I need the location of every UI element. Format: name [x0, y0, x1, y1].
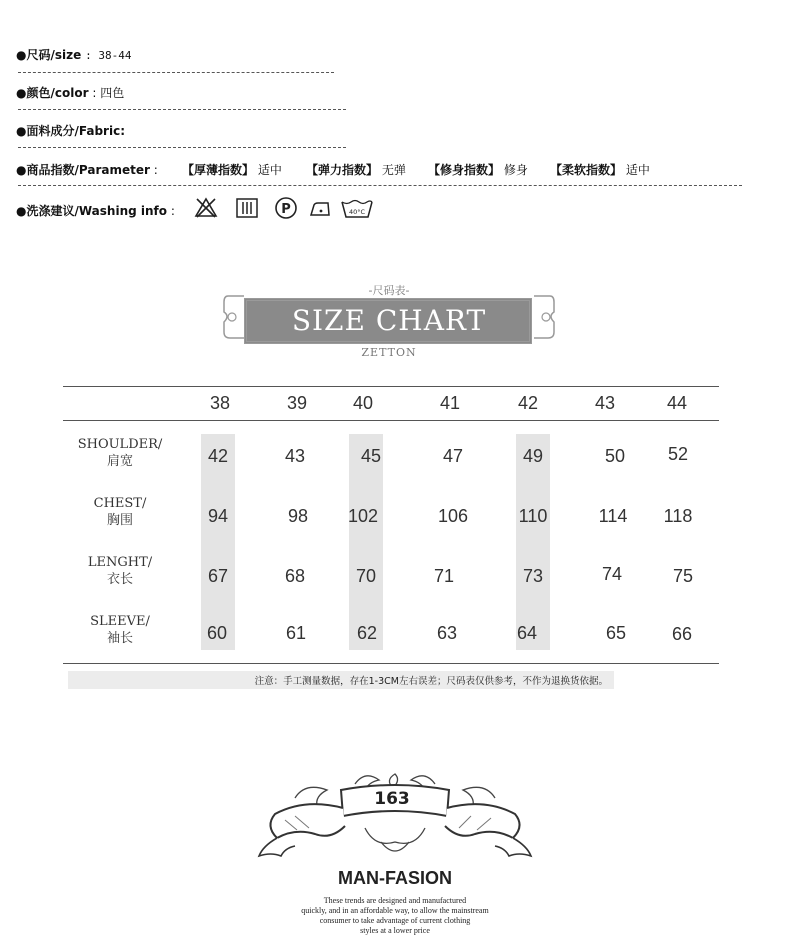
size-header: 42: [517, 393, 539, 413]
table-cell: 70: [355, 566, 377, 586]
table-cell: 98: [287, 506, 309, 526]
table-cell: 45: [360, 446, 382, 466]
color-label: 颜色/color: [26, 86, 89, 100]
row-label-shoulder: SHOULDER/ 肩宽: [77, 437, 163, 469]
brand-slogan: These trends are designed and manufactured quickly, and in an affordable way, to allow the mainstream consumer to take advantage of current clothing styles at a lower price: [301, 896, 489, 935]
table-cell: 67: [207, 566, 229, 586]
param-softness: 【柔软指数】 适中: [550, 163, 650, 177]
size-line: ●尺码/size : 38-44: [16, 48, 132, 62]
table-bottom-rule: [63, 663, 719, 664]
size-chart-title: SIZE CHART: [291, 304, 487, 337]
brand-ribbon-emblem: [255, 768, 535, 868]
row-label-length: LENGHT/ 衣长: [87, 555, 153, 587]
divider: [18, 147, 346, 148]
fabric-label: 面料成分/Fabric:: [26, 124, 125, 138]
table-cell: 66: [671, 624, 693, 644]
size-header: 39: [286, 393, 308, 413]
table-cell: 47: [442, 446, 464, 466]
size-value: 38-44: [98, 49, 132, 62]
table-cell: 68: [284, 566, 306, 586]
table-cell: 118: [663, 506, 693, 526]
row-label-chest: CHEST/ 胸围: [93, 496, 147, 528]
measurement-note: 注意：手工测量数据，存在1-3CM左右误差；尺码表仅供参考，不作为退换货依据。: [254, 676, 608, 687]
divider: [18, 109, 346, 110]
table-cell: 73: [522, 566, 544, 586]
banner-brand-tag: ZETTON: [361, 346, 417, 359]
table-cell: 49: [522, 446, 544, 466]
tumble-dry-icon: [235, 196, 259, 220]
dry-clean-p-icon: [274, 196, 298, 220]
table-cell: 42: [207, 446, 229, 466]
size-header: 43: [594, 393, 616, 413]
table-cell: 114: [598, 506, 628, 526]
table-top-rule: [63, 386, 719, 387]
table-cell: 106: [437, 506, 469, 526]
brand-name: MAN-FASION: [338, 868, 452, 888]
svg-text:40°C: 40°C: [348, 208, 366, 216]
param-thickness: 【厚薄指数】 适中: [182, 163, 282, 177]
size-header: 38: [209, 393, 231, 413]
color-value: 四色: [100, 86, 125, 100]
table-cell: 52: [667, 444, 689, 464]
washing-line: ●洗涤建议/Washing info :: [16, 204, 175, 218]
size-chart-banner: [222, 284, 556, 364]
table-cell: 64: [516, 623, 538, 643]
wash-40-icon: [340, 196, 374, 220]
table-cell: 61: [285, 623, 307, 643]
banner-subtitle: -尺码表-: [368, 284, 410, 297]
table-cell: 102: [347, 506, 379, 526]
parameter-line: ●商品指数/Parameter :: [16, 163, 158, 177]
table-cell: 63: [436, 623, 458, 643]
table-cell: 43: [284, 446, 306, 466]
fabric-line: ●面料成分/Fabric:: [16, 124, 125, 138]
washing-label: 洗涤建议/Washing info: [26, 204, 168, 218]
parameter-label: 商品指数/Parameter: [26, 163, 150, 177]
param-elasticity: 【弹力指数】 无弹: [306, 163, 406, 177]
table-cell: 74: [601, 564, 623, 584]
iron-low-icon: [308, 196, 332, 220]
svg-text:P: P: [281, 202, 291, 217]
color-line: ●颜色/color : 四色: [16, 86, 125, 100]
table-header-rule: [63, 420, 719, 421]
size-header: 44: [666, 393, 688, 413]
table-cell: 50: [604, 446, 626, 466]
table-cell: 71: [433, 566, 455, 586]
table-cell: 60: [206, 623, 228, 643]
brand-number: 163: [374, 789, 410, 809]
table-cell: 62: [356, 623, 378, 643]
param-fit: 【修身指数】 修身: [428, 163, 528, 177]
no-bleach-icon: [194, 196, 218, 220]
divider: [18, 185, 742, 186]
size-header: 41: [439, 393, 461, 413]
divider: [18, 72, 334, 73]
row-label-sleeve: SLEEVE/ 袖长: [90, 614, 150, 646]
table-cell: 110: [518, 506, 548, 526]
table-cell: 65: [605, 623, 627, 643]
table-cell: 75: [672, 566, 694, 586]
table-cell: 94: [207, 506, 229, 526]
size-label: 尺码/size: [26, 48, 82, 62]
size-header: 40: [352, 393, 374, 413]
